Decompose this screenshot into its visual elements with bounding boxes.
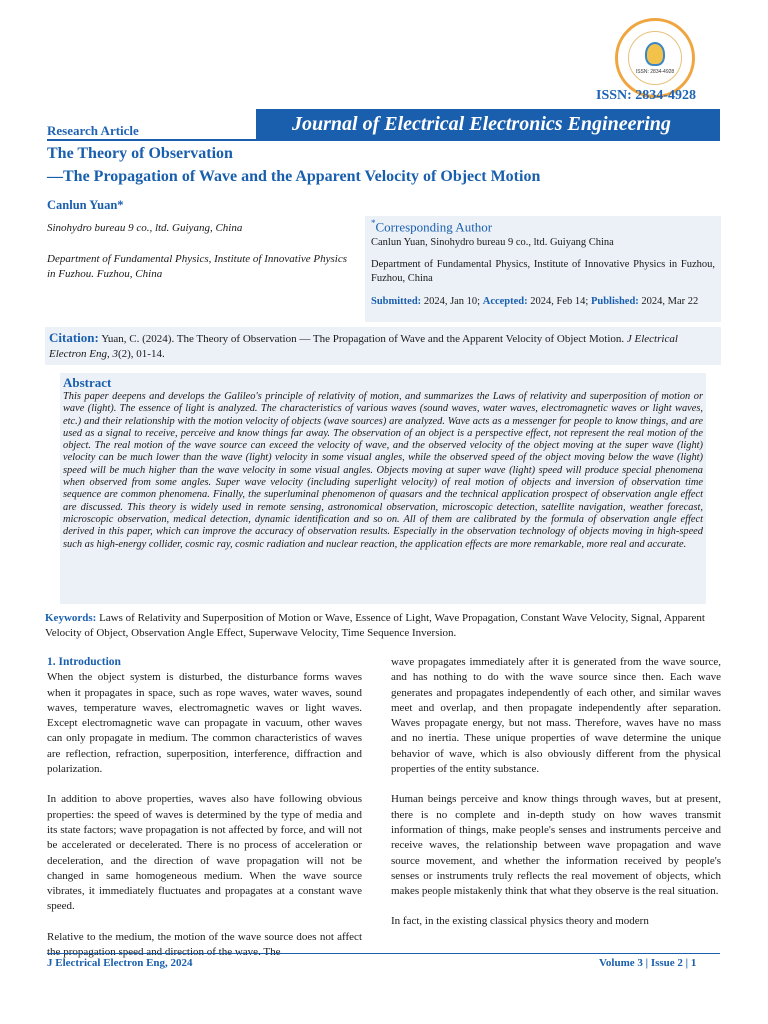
paper-title: The Theory of Observation: [47, 145, 233, 162]
citation-text: Yuan, C. (2024). The Theory of Observation — The Propagation of Wave and the Apparent Velocity of Object Motion.: [101, 333, 625, 345]
body-column-right: [391, 655, 721, 945]
accepted-date: 2024, Feb 14;: [530, 296, 589, 308]
citation-box: [45, 327, 721, 365]
paper-subtitle: —The Propagation of Wave and the Apparent Velocity of Object Motion: [47, 168, 541, 185]
submitted-label: Submitted:: [371, 296, 422, 308]
abstract-box: [60, 373, 706, 604]
journal-title: Journal of Electrical Electronics Engineering: [292, 113, 671, 135]
corresponding-author-box: [365, 216, 721, 322]
section-heading: 1. Introduction: [47, 656, 121, 668]
citation-label: Citation:: [49, 330, 99, 345]
corresponding-dept: Department of Fundamental Physics, Institute of Innovative Physics in Fuzhou, Fuzhou, China: [371, 259, 715, 285]
lightbulb-icon: [645, 42, 665, 66]
affiliation-2: Department of Fundamental Physics, Institute of Innovative Physics in Fuzhou. Fuzhou, China: [47, 253, 347, 280]
paragraph: In fact, in the existing classical physics theory and modern: [391, 915, 649, 928]
keywords: [45, 611, 721, 641]
corresponding-heading: [371, 218, 715, 235]
footer-journal: J Electrical Electron Eng, 2024: [47, 957, 193, 969]
submitted-date: 2024, Jan 10;: [423, 296, 481, 308]
corresponding-heading-text: Corresponding Author: [375, 219, 493, 235]
paragraph: Relative to the medium, the motion of the wave source does not affect: [47, 930, 362, 943]
header-rule: [47, 139, 720, 141]
author-name: Canlun Yuan*: [47, 198, 124, 212]
keywords-label: Keywords:: [45, 612, 97, 624]
paragraph: When the object system is disturbed, the disturbance forms waves when it propagates in space, such as rope waves, water waves, sound waves, temperature waves, electromagnetic waves or light waves. Except electromagnetic wave can propagate in vacuum, other waves can only propagate in medium. The common characteristics of waves are reflection, refraction, superposition, interference, diffraction and polarization.: [47, 671, 362, 776]
keywords-text: Laws of Relativity and Superposition of Motion or Wave, Essence of Light, Wave Propagation, Constant Wave Velocity, Signal, Apparent Velocity of Object, Observation Angle Effect, Superwave Velocity, Time Sequence Inversion.: [45, 612, 705, 639]
journal-logo-emblem: [628, 31, 682, 85]
logo-issn: ISSN: 2834-4928: [635, 68, 675, 75]
citation-source: J Electrical Electron Eng, 3: [49, 333, 678, 360]
published-label: Published:: [590, 296, 639, 308]
citation-issue: (2), 01-14.: [117, 348, 165, 360]
asterisk: *: [371, 218, 376, 228]
footer-rule: [47, 953, 720, 954]
body-column-left: [47, 655, 362, 975]
publication-dates: [371, 296, 715, 307]
abstract-text: This paper deepens and develops the Galileo's principle of relativity of motion, and summarizes the Laws of relativity and superposition of motion or wave (light). The essence of light is analyzed. The characteristics of various waves (sound waves, water waves, electromagnetic waves or light waves, etc.) and their relationship with the motion velocity of objects (wave sources) are analyzed. Wave acts as a messenger for people to know things, and are used as a signal to receive, perceive and know things far away. The observation of an object is a perspective effect, not represent the real motion of the object. The real motion of the wave source can exceed the velocity of wave, and the observed velocity of the object moving at the super wave (light) velocity can be much lower than the wave (light) velocity in some visual angles, while the observed speed of the object moving below the wave (light) speed will be much higher than the wave velocity in some visual angles. Objects moving at super wave (light) speed will produce special phenomena when observed from some angles. Super wave velocity (including superlight velocity) of real motion of objects and inversion of observation time sequence are common phenomena. Finally, the superluminal phenomenon of quasars and the technical application prospect of observation angle effect are discussed. This theory is widely used in remote sensing, astronomical observation, microscopic detection, satellite navigation, weather forecast, microscopic observation, medical detection, dynamic identification and so on. All of them are calibrated by the formula of observation angle effect derived in this paper, which can improve the accuracy of observation results. Especially in the observation technology of objects moving in high-speed such as high-energy collider, cosmic ray, cosmic radiation and nuclear reaction, the application effects are more remarkable, more real and accurate.: [63, 391, 703, 550]
abstract-heading: Abstract: [63, 375, 112, 390]
affiliation-1: Sinohydro bureau 9 co., ltd. Guiyang, China: [47, 222, 243, 234]
paragraph: In addition to above properties, waves also have following obvious properties: the speed of waves is determined by the type of media and its state factors; wave propagation is not affected by force, and will not be accelerated or decelerated. There is no process of acceleration or deceleration, and the direction of wave propagation will not be changed in same homogeneous medium. When the wave source vibrates, it immediately fluctuates and propagates at a constant wave speed.: [47, 793, 362, 913]
paragraph: Human beings perceive and know things through waves, but at present, there is no complete and in-depth study on how waves transmit information of things, make people's senses and instruments perceive and receive waves, the relationship between wave propagation and wave source movement, and whether the information received by people's senses or instruments truly reflects the real movement of objects, which makes people mistakenly think that what they observe is the real situation.: [391, 793, 721, 898]
article-type: Research Article: [47, 123, 139, 138]
published-date: 2024, Mar 22: [641, 296, 699, 308]
corresponding-line: Canlun Yuan, Sinohydro bureau 9 co., ltd. Guiyang China: [371, 237, 614, 249]
journal-banner: [256, 109, 720, 140]
accepted-label: Accepted:: [482, 296, 528, 308]
journal-logo: [615, 18, 695, 98]
footer-volume: Volume 3 | Issue 2 | 1: [599, 957, 697, 969]
issn-label: ISSN: 2834-4928: [596, 88, 696, 103]
paragraph: wave propagates immediately after it is generated from the wave source, and has nothing to do with the wave source since then. Each wave generates and propagates independently of each other, and similar waves meet and overlap, and then propagate independently after separation. Waves propagate energy, but not mass. Therefore, waves have no mass and no inertia. These unique properties of wave determine the unique behavior of wave, which is also obviously different from the physical properties of the entity substance.: [391, 656, 721, 776]
